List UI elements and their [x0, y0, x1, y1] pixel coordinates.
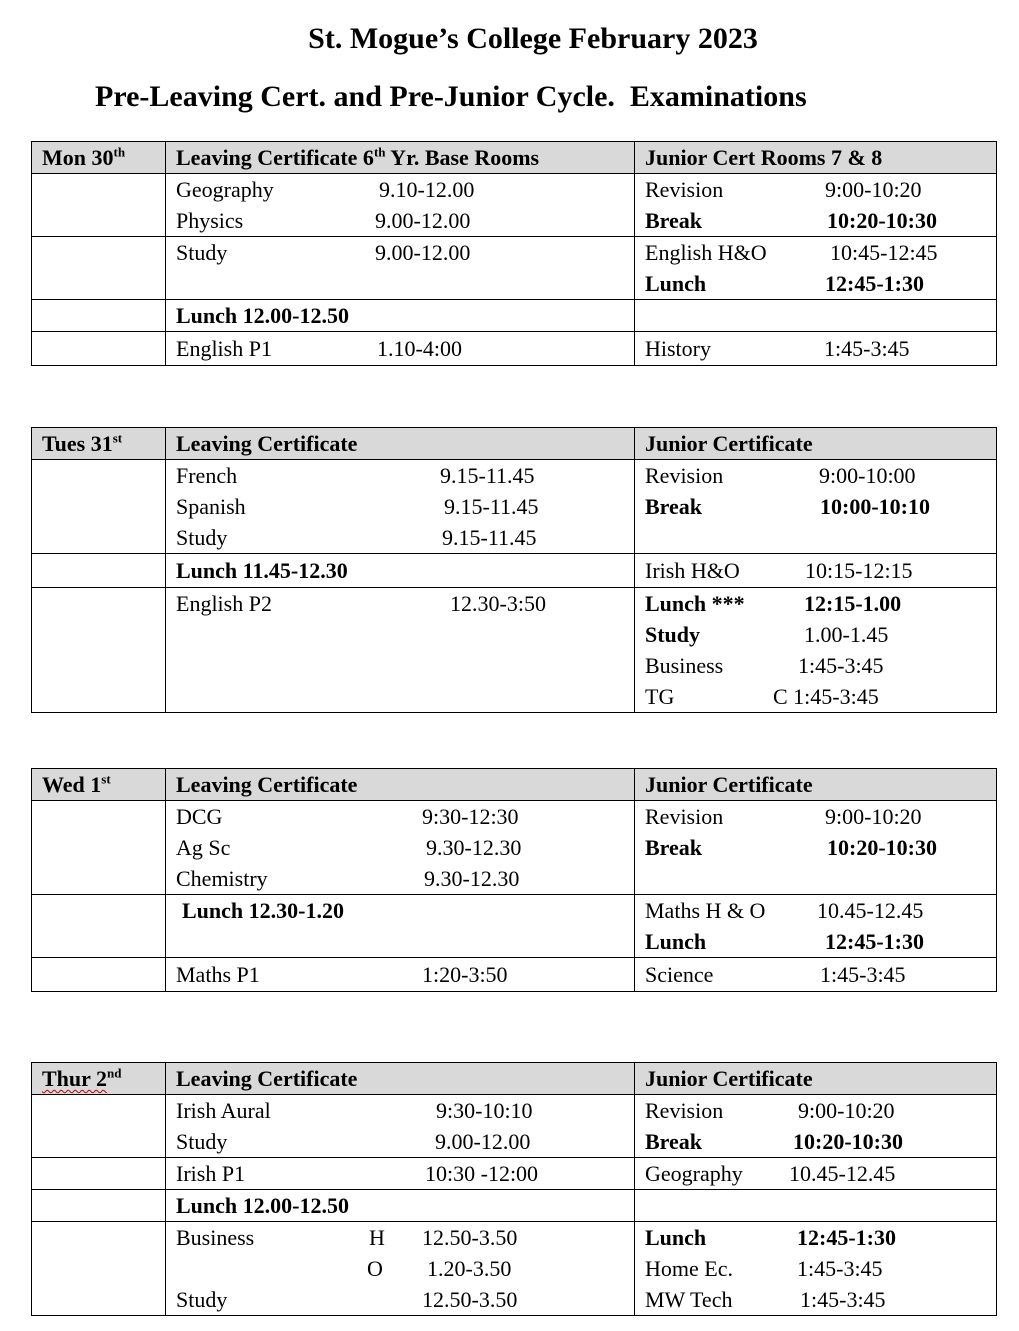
tuesday-table: [31, 427, 997, 713]
day-label: Thur 2nd: [32, 1063, 166, 1095]
exam-entry: English P2 12.30-3:50: [176, 591, 546, 616]
thursday-table: [31, 1062, 997, 1316]
table-row: [32, 1158, 997, 1190]
table-row: [32, 332, 997, 366]
exam-entry: Science 1:45-3:45: [645, 962, 906, 987]
exam-entry: MW Tech 1:45-3:45: [645, 1287, 886, 1312]
break-entry: Break 10:20-10:30: [645, 835, 937, 860]
exam-entry: Irish P1 10:30 -12:00: [176, 1161, 539, 1186]
lunch-entry: Lunch 12.00-12.50: [176, 1193, 349, 1218]
day-label: Tues 31st: [32, 428, 166, 460]
exam-entry: Business H 12.50-3.50: [176, 1225, 518, 1250]
lc-heading: Leaving Certificate: [166, 428, 635, 460]
page-title: St. Mogue’s College February 2023: [308, 22, 758, 55]
study-entry: Study 1.00-1.45: [645, 622, 889, 647]
exam-entry: Geography 9.10-12.00: [176, 177, 475, 202]
exam-entry: English H&O 10:45-12:45: [645, 240, 938, 265]
exam-entry: Physics 9.00-12.00: [176, 208, 471, 233]
exam-entry: Study 9.00-12.00: [176, 1129, 531, 1154]
jc-heading: Junior Certificate: [635, 769, 997, 801]
tuesday-header-row: [32, 428, 997, 460]
lunch-entry: Lunch 11.45-12.30: [176, 558, 348, 583]
wednesday-header-row: [32, 769, 997, 801]
monday-table: [31, 141, 997, 366]
lunch-entry: Lunch 12:45-1:30: [645, 1225, 896, 1250]
jc-heading: Junior Certificate: [635, 1063, 997, 1095]
table-row: [32, 554, 997, 588]
table-row: [32, 895, 997, 958]
exam-entry: Irish Aural 9:30-10:10: [176, 1098, 533, 1123]
wednesday-table: [31, 768, 997, 992]
table-row: [32, 1190, 997, 1222]
exam-entry: Revision 9:00-10:20: [645, 177, 922, 202]
exam-entry: Revision 9:00-10:00: [645, 463, 916, 488]
lunch-entry: Lunch 12:45-1:30: [645, 271, 924, 296]
exam-entry: Spanish 9.15-11.45: [176, 494, 539, 519]
table-row: [32, 300, 997, 332]
exam-entry: Study 9.15-11.45: [176, 525, 537, 550]
break-entry: Break 10:20-10:30: [645, 208, 937, 233]
lunch-entry: Lunch 12.30-1.20: [182, 898, 344, 923]
day-label: Mon 30th: [32, 142, 166, 174]
break-entry: Break 10:20-10:30: [645, 1129, 903, 1154]
thursday-header-row: [32, 1063, 997, 1095]
exam-entry: Maths H & O 10.45-12.45: [645, 898, 924, 923]
jc-heading: Junior Cert Rooms 7 & 8: [635, 142, 997, 174]
exam-entry: Maths P1 1:20-3:50: [176, 962, 508, 987]
exam-entry: Study 12.50-3.50: [176, 1287, 518, 1312]
exam-entry: Home Ec. 1:45-3:45: [645, 1256, 883, 1281]
exam-entry: Ag Sc 9.30-12.30: [176, 835, 522, 860]
lc-heading: Leaving Certificate 6th Yr. Base Rooms: [166, 142, 635, 174]
exam-entry: History 1:45-3:45: [645, 336, 910, 361]
exam-entry: Business 1:45-3:45: [645, 653, 884, 678]
table-row: [32, 801, 997, 895]
monday-header-row: [32, 142, 997, 174]
day-label: Wed 1st: [32, 769, 166, 801]
exam-entry: O 1.20-3.50: [367, 1256, 512, 1281]
table-row: [32, 237, 997, 300]
table-row: [32, 958, 997, 992]
exam-entry: Study 9.00-12.00: [176, 240, 471, 265]
exam-entry: Revision 9:00-10:20: [645, 804, 922, 829]
lunch-entry: Lunch 12.00-12.50: [176, 303, 349, 328]
break-entry: Break 10:00-10:10: [645, 494, 930, 519]
jc-heading: Junior Certificate: [635, 428, 997, 460]
lc-heading: Leaving Certificate: [166, 769, 635, 801]
lunch-entry: Lunch *** 12:15-1.00: [645, 591, 902, 616]
table-row: [32, 1222, 997, 1316]
table-row: [32, 588, 997, 713]
lc-heading: Leaving Certificate: [166, 1063, 635, 1095]
table-row: [32, 1095, 997, 1158]
exam-entry: French 9.15-11.45: [176, 463, 535, 488]
exam-entry: English P1 1.10-4:00: [176, 336, 462, 361]
page-subtitle: Pre-Leaving Cert. and Pre-Junior Cycle. Examinations: [95, 80, 807, 113]
table-row: [32, 174, 997, 237]
table-row: [32, 460, 997, 554]
lunch-entry: Lunch 12:45-1:30: [645, 929, 924, 954]
exam-entry: TG C 1:45-3:45: [645, 684, 879, 709]
exam-entry: Irish H&O 10:15-12:15: [645, 558, 913, 583]
exam-entry: Chemistry 9.30-12.30: [176, 866, 520, 891]
exam-entry: DCG 9:30-12:30: [176, 804, 519, 829]
exam-entry: Geography 10.45-12.45: [645, 1161, 896, 1186]
exam-entry: Revision 9:00-10:20: [645, 1098, 895, 1123]
